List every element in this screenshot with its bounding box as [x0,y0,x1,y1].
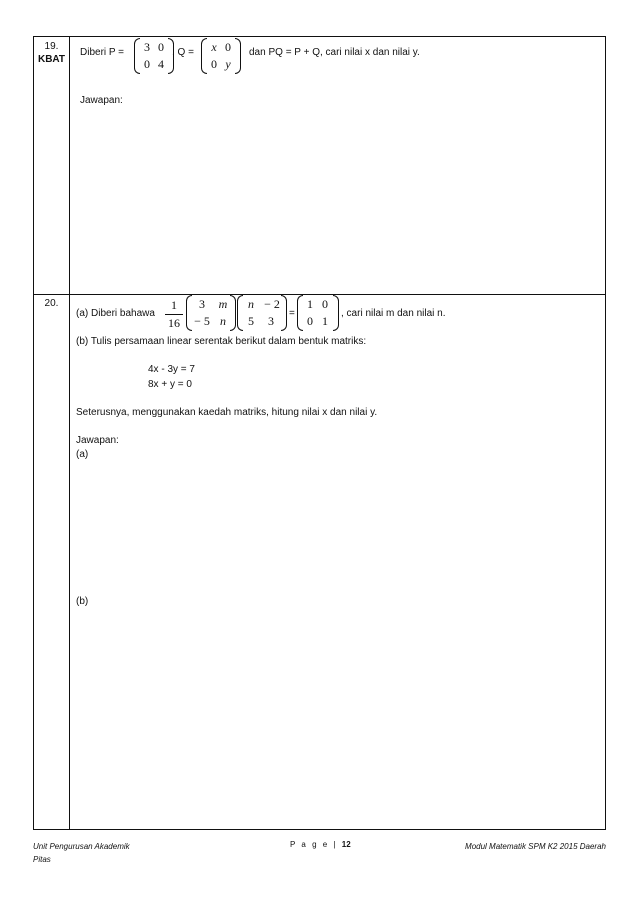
column-divider [69,36,70,830]
matrix-P [134,38,174,74]
q20-equals-sign: = [289,308,295,319]
q20-equation-2: 8x + y = 0 [148,379,192,390]
q19-q-label: , Q = [172,47,194,58]
q20-equation-1: 4x - 3y = 7 [148,364,195,375]
identity-matrix-cell: 1 [322,314,328,328]
matrix-M1 [186,295,236,331]
q20-answer-label: Jawapan: [76,435,119,446]
matrix-P-cell: 3 [144,40,150,54]
matrix-Q-cell: 0 [211,57,217,71]
matrix-M2 [237,295,287,331]
q20-a-question-text: , cari nilai m dan nilai n. [341,308,446,319]
matrix-M1-cell: m [218,297,228,311]
matrix-P-cell: 0 [158,40,164,54]
footer-page-number: 12 [341,840,351,849]
matrix-M2-cell: n [248,297,254,311]
footer-district: Pitas [33,855,51,864]
matrix-P-cell: 4 [158,57,164,71]
matrix-M1-cell: n [220,314,226,328]
matrix-Q-cell: x [211,40,217,54]
identity-matrix-cell: 0 [307,314,313,328]
question-table [33,36,606,830]
q20-b-instruction: (b) Tulis persamaan linear serentak berikut dalam bentuk matriks: [76,336,367,347]
matrix-Q-cell: 0 [225,40,231,54]
matrix-M1-cell: 3 [199,297,205,311]
q20-then-instruction: Seterusnya, menggunakan kaedah matriks, hitung nilai x dan nilai y. [76,407,378,418]
footer-left [33,840,130,866]
q20-number: 20. [44,298,59,309]
matrix-M1-cell: − 5 [194,314,210,328]
q19-question-text: dan PQ = P + Q, cari nilai x dan nilai y. [249,47,420,58]
identity-matrix [297,295,339,331]
q19-answer-label: Jawapan: [80,95,123,106]
q19-prefix: Diberi P = [80,47,125,58]
identity-matrix-cell: 1 [307,297,313,311]
q20-part-a-label: (a) [76,449,89,460]
matrix-M2-cell: 3 [268,314,274,328]
matrix-P-cell: 0 [144,57,150,71]
matrix-Q [201,38,241,74]
footer-page [290,840,351,849]
q20-number-cell [35,297,68,310]
identity-matrix-cell: 0 [322,297,328,311]
matrix-M2-cell: − 2 [264,297,280,311]
q20-part-b-label: (b) [76,596,89,607]
footer-right: Modul Matematik SPM K2 2015 Daerah [465,842,606,851]
fraction-numerator: 1 [171,298,177,312]
q20-a-prefix: (a) Diberi bahawa [76,308,155,319]
fraction-1-over-16 [165,298,183,331]
q19-number-cell [35,40,68,66]
matrix-M2-cell: 5 [248,314,254,328]
fraction-denominator: 16 [168,316,180,330]
q19-kbat-tag: KBAT [37,54,66,65]
matrix-Q-cell: y [225,57,231,71]
footer-page-word: P a g e | [290,840,338,849]
q19-number: 19. [44,41,59,52]
footer-unit-name: Unit Pengurusan Akademik [33,842,130,851]
